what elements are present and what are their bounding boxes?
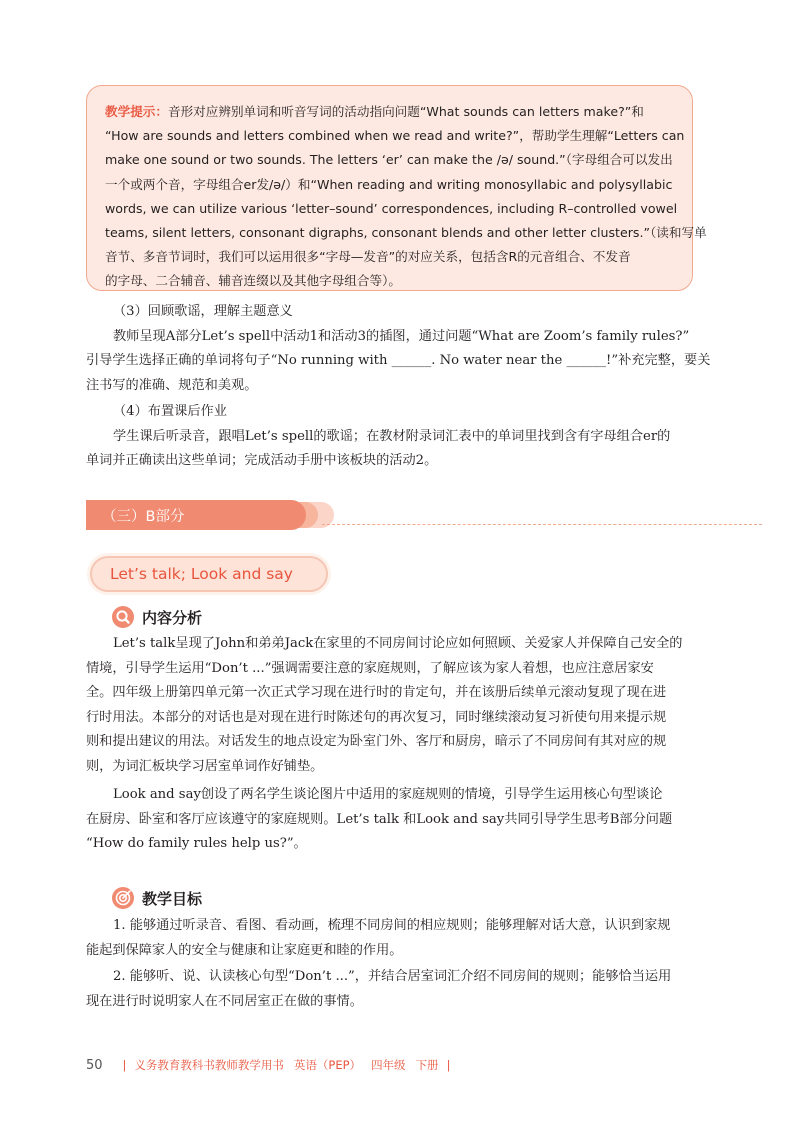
teaching-tip-label: 教学提示： (105, 104, 168, 119)
step3-line: 引导学生选择正确的单词将句子“No running with ______. No water near the ______!”补充完整，要关 (86, 353, 711, 368)
step3-block (86, 300, 711, 398)
paragraph-line: 则，为词汇板块学习居室单词作好铺垫。 (86, 758, 324, 774)
teaching-tip-line: 的字母、二合辅音、辅音连缀以及其他字母组合等）。 (105, 273, 401, 289)
step3-line: 教师呈现A部分Let’s spell中活动1和活动3的插图，通过问题“What are Zoom’s family rules?” (113, 328, 690, 344)
subsection-pill: Let’s talk; Look and say (90, 556, 328, 592)
paragraph-line: 在厨房、卧室和客厅应该遵守的家庭规则。Let’s talk 和Look and say共同引导学生思考B部分问题 (86, 811, 673, 827)
footer-separator: | (446, 1058, 451, 1072)
step3-title: （3）回顾歌谣，理解主题意义 (113, 304, 293, 319)
step4-line: 单词并正确读出这些单词；完成活动手册中该板块的活动2。 (86, 453, 438, 468)
teaching-tip-line: “How are sounds and letters combined when we read and write?”，帮助学生理解“Letters can (105, 128, 685, 144)
step4-block (86, 400, 700, 474)
goal-line: 能起到保障家人的安全与健康和让家庭更和睦的作用。 (86, 942, 403, 958)
paragraph-line: 全。四年级上册第四单元第一次正式学习现在进行时的肯定句，并在该册后续单元滚动复现了现在进 (86, 685, 667, 700)
content-analysis-heading (112, 605, 202, 629)
teaching-tip-line: 一个或两个音，字母组合er发/ə/）和“When reading and writing monosyllabic and polysyllabic (105, 176, 673, 192)
teaching-tip-line: words, we can utilize various ‘letter–sound’ correspondences, including R–controlled vowel (105, 200, 678, 216)
footer-book-title: 义务教育教科书教师教学用书 (134, 1058, 284, 1072)
paragraph-line: 行时用法。本部分的对话也是对现在进行时陈述句的再次复习，同时继续滚动复习祈使句用来提示规 (86, 709, 667, 725)
paragraph-line: 情境，引导学生运用“Don’t ...”强调需要注意的家庭规则，了解应该为家人着想，也应注意居家安 (86, 660, 654, 676)
footer-volume: 下册 (415, 1058, 439, 1072)
teaching-goal-1 (86, 914, 700, 963)
teaching-goals-title: 教学目标 (142, 889, 203, 908)
goal-line: 1. 能够通过听录音、看图、看动画，梳理不同房间的相应规则；能够理解对话大意，认识到家规 (113, 918, 671, 933)
paragraph-line: 则和提出建议的用法。对话发生的地点设定为卧室门外、客厅和厨房，暗示了不同房间有其对应的规 (86, 734, 667, 749)
page-number: 50 (86, 1058, 103, 1073)
section-header-b (86, 500, 686, 530)
teaching-tip-line: 音形对应辨别单词和听音写词的活动指向问题“What sounds can letters make?”和 (167, 104, 644, 119)
teaching-goals-heading (112, 886, 202, 910)
paragraph-line: Look and say创设了两名学生谈论图片中适用的家庭规则的情境，引导学生运用核心句型谈论 (113, 787, 663, 802)
footer-subject: 英语（PEP） (293, 1058, 362, 1072)
teaching-tip-box (86, 85, 707, 291)
teaching-tip-line: 音节、多音节词时，我们可以运用很多“字母—发音”的对应关系，包括含R的元音组合、不发音 (105, 249, 631, 265)
paragraph-line: Let’s talk呈现了John和弟弟Jack在家里的不同房间讨论应如何照顾、关爱家人并保障自己安全的 (113, 636, 683, 651)
step4-line: 学生课后听录音，跟唱Let’s spell的歌谣；在教材附录词汇表中的单词里找到含有字母组合er的 (113, 428, 671, 444)
section-title: （三）B部分 (102, 509, 185, 525)
footer-grade: 四年级 (371, 1058, 406, 1072)
page-footer (86, 1057, 458, 1077)
content-analysis-title: 内容分析 (142, 608, 203, 627)
section-divider (322, 524, 762, 525)
goal-line: 2. 能够听、说、认读核心句型“Don’t ...”，并结合居室词汇介绍不同房间的规则；能够恰当运用 (113, 969, 672, 984)
target-icon (112, 887, 134, 909)
content-analysis-para1 (86, 632, 700, 779)
teaching-tip-line: make one sound or two sounds. The letters ‘er’ can make the /ə/ sound.”（字母组合可以发出 (105, 152, 673, 168)
section-tab (86, 500, 306, 530)
content-analysis-para2 (86, 783, 700, 857)
step4-title: （4）布置课后作业 (113, 404, 227, 419)
goal-line: 现在进行时说明家人在不同居室正在做的事情。 (86, 993, 363, 1009)
paragraph-line: “How do family rules help us?”。 (86, 836, 307, 851)
footer-separator: | (122, 1058, 127, 1072)
magnifier-icon (112, 606, 134, 628)
teaching-tip-line: teams, silent letters, consonant digraphs, consonant blends and other letter clusters.”（读和写单 (105, 225, 707, 241)
step3-line: 注书写的准确、规范和美观。 (86, 377, 258, 393)
teaching-goal-2 (86, 965, 700, 1014)
